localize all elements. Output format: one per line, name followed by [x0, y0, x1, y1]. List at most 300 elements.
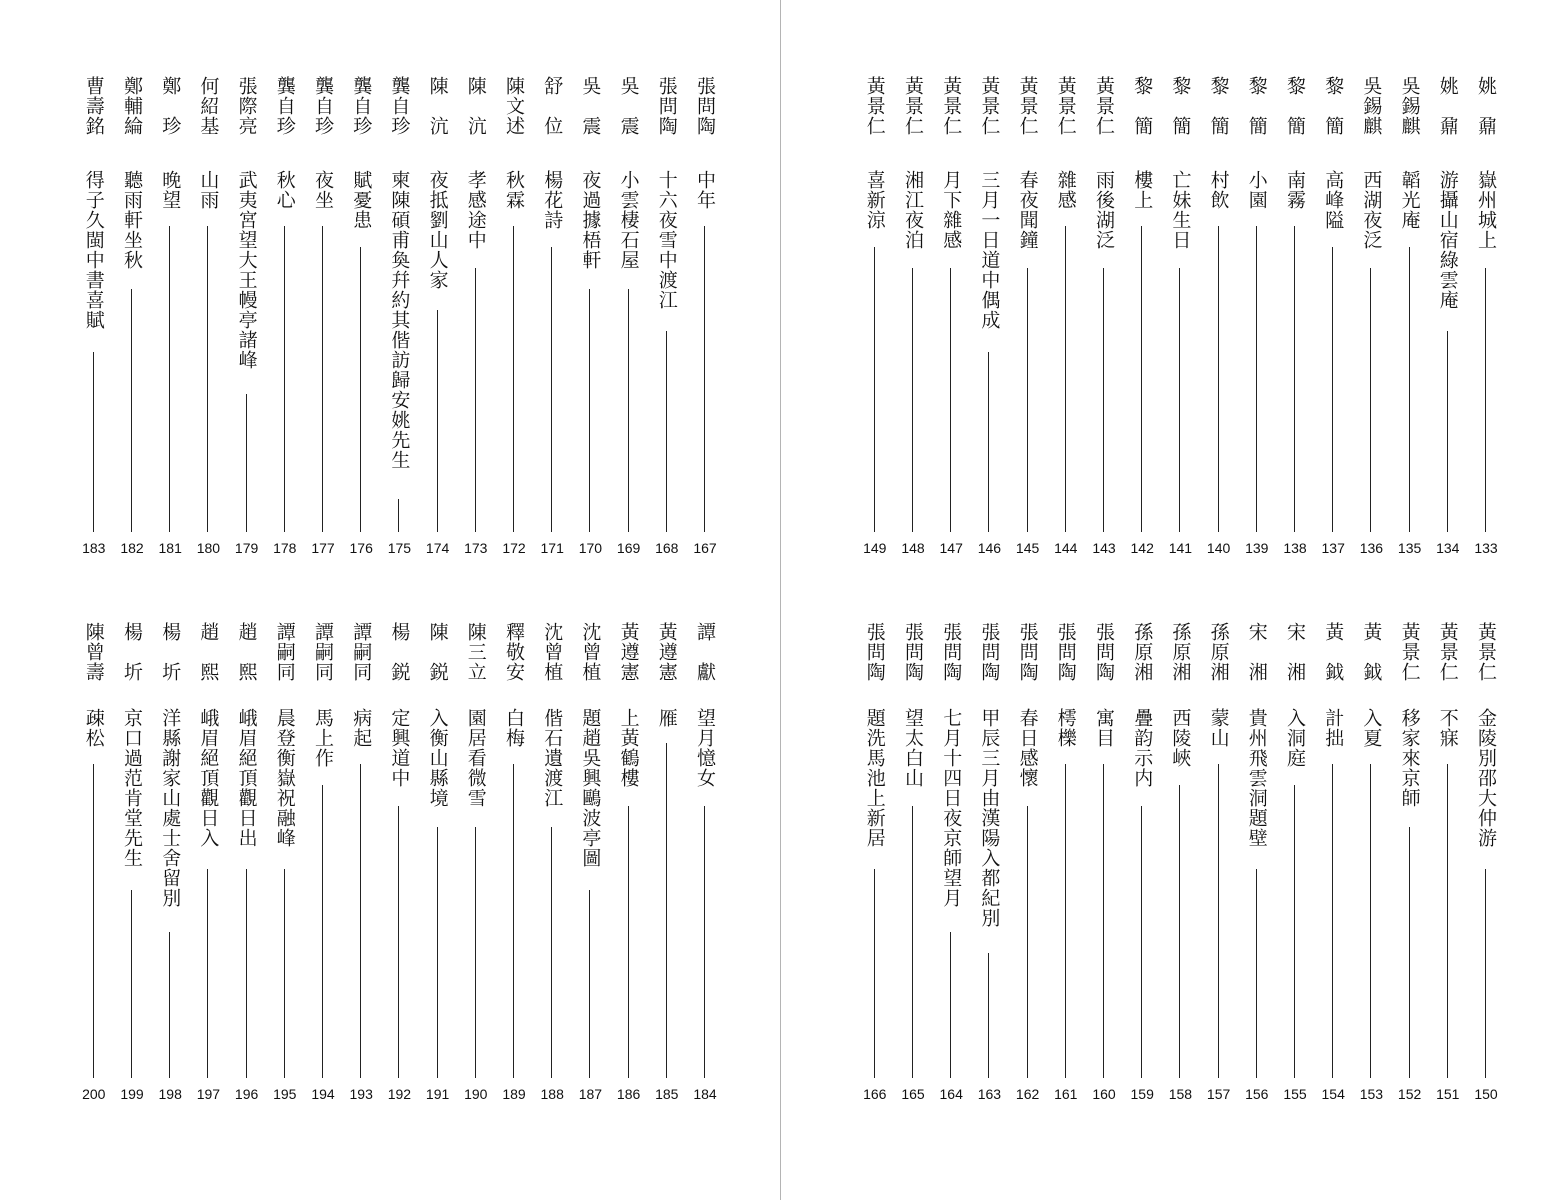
toc-entry[interactable] — [650, 0, 684, 600]
leader-line — [93, 764, 94, 1078]
toc-title: 樗櫟 — [1054, 708, 1077, 748]
page-number: 199 — [120, 1086, 144, 1102]
page-number: 135 — [1397, 540, 1422, 556]
leader-line — [513, 764, 514, 1078]
toc-title: 定興道中 — [388, 708, 411, 788]
toc-author: 張問陶 — [655, 76, 678, 136]
leader-line — [912, 268, 913, 532]
toc-entry[interactable] — [858, 548, 892, 1200]
leader-line — [1294, 785, 1295, 1078]
toc-entry[interactable] — [612, 0, 646, 600]
page-number: 154 — [1321, 1086, 1345, 1102]
toc-entry[interactable] — [612, 548, 646, 1200]
left-bottom-block — [0, 548, 781, 1200]
toc-author: 陳 沆 — [426, 76, 449, 136]
page-number: 170 — [578, 540, 603, 556]
toc-author: 陳曾壽 — [82, 622, 105, 682]
toc-author: 譚嗣同 — [350, 622, 373, 682]
leader-line — [207, 226, 208, 532]
toc-author: 吳錫麒 — [1360, 76, 1383, 136]
leader-line — [169, 932, 170, 1078]
toc-entry[interactable] — [115, 0, 149, 600]
page-number: 174 — [425, 540, 450, 556]
toc-title: 得子久閩中書喜賦 — [82, 170, 105, 330]
toc-author: 黃景仁 — [1016, 76, 1039, 136]
toc-author: 龔自珍 — [312, 76, 334, 136]
toc-author: 張問陶 — [1016, 622, 1039, 682]
page-number: 156 — [1245, 1086, 1269, 1102]
toc-title: 入衡山縣境 — [426, 708, 449, 808]
leader-line — [322, 785, 323, 1078]
toc-title: 京口過范肯堂先生 — [121, 708, 143, 868]
toc-entry[interactable] — [1431, 548, 1465, 1200]
toc-title: 三月一日道中偶成 — [978, 170, 1001, 330]
toc-entry[interactable] — [650, 548, 684, 1200]
toc-author: 吳錫麒 — [1398, 76, 1421, 136]
leader-line — [1141, 226, 1142, 532]
page-number: 168 — [655, 540, 679, 556]
toc-title: 白梅 — [503, 708, 525, 748]
toc-author: 譚嗣同 — [273, 622, 296, 682]
toc-author: 鄭 珍 — [159, 76, 182, 136]
toc-title: 雨後湖泛 — [1093, 170, 1115, 250]
toc-author: 張際亮 — [235, 76, 258, 136]
leader-line — [1065, 226, 1066, 532]
toc-author: 張問陶 — [1054, 622, 1077, 682]
page-number: 147 — [939, 540, 963, 556]
toc-author: 黃遵憲 — [617, 622, 640, 682]
toc-title: 不寐 — [1436, 708, 1459, 748]
toc-title: 山雨 — [197, 170, 220, 210]
toc-title: 夜抵劉山人家 — [426, 170, 449, 290]
page-number: 143 — [1092, 540, 1116, 556]
toc-title: 晨登衡嶽祝融峰 — [273, 708, 296, 848]
leader-line — [1485, 869, 1486, 1078]
toc-entry[interactable] — [1278, 0, 1312, 600]
leader-line — [1370, 764, 1371, 1078]
leader-line — [1179, 268, 1180, 532]
toc-entry[interactable] — [1354, 0, 1388, 600]
leader-line — [628, 289, 629, 532]
page-number: 172 — [502, 540, 526, 556]
toc-title: 上黃鶴樓 — [617, 708, 640, 788]
leader-line — [551, 247, 552, 532]
toc-title: 春日感懷 — [1016, 708, 1039, 788]
toc-entry[interactable] — [1011, 0, 1045, 600]
toc-author: 吳 震 — [579, 76, 602, 136]
leader-line — [874, 869, 875, 1078]
page-number: 200 — [82, 1086, 106, 1102]
toc-title: 孝感途中 — [464, 170, 487, 250]
toc-title: 亡妹生日 — [1169, 170, 1192, 250]
toc-entry[interactable] — [230, 0, 264, 600]
toc-title: 中年 — [694, 170, 716, 210]
toc-author: 釋敬安 — [503, 622, 525, 682]
toc-author: 孫原湘 — [1169, 622, 1192, 682]
toc-entry[interactable] — [972, 548, 1006, 1200]
toc-author: 孫原湘 — [1207, 622, 1230, 682]
leader-line — [950, 932, 951, 1078]
page-number: 197 — [196, 1086, 221, 1102]
toc-title: 疎松 — [82, 708, 105, 748]
toc-entry[interactable] — [972, 0, 1006, 600]
toc-title: 入洞庭 — [1284, 708, 1306, 768]
leader-line — [246, 869, 247, 1078]
leader-line — [1294, 226, 1295, 532]
leader-line — [1332, 764, 1333, 1078]
page-number: 146 — [977, 540, 1002, 556]
toc-entry[interactable] — [1011, 548, 1045, 1200]
toc-title: 喜新涼 — [863, 170, 886, 230]
leader-line — [131, 890, 132, 1078]
page-number: 177 — [311, 540, 335, 556]
leader-line — [1103, 268, 1104, 532]
page-number: 150 — [1474, 1086, 1498, 1102]
leader-line — [950, 268, 951, 532]
toc-entry[interactable] — [497, 0, 531, 600]
right-page — [781, 0, 1562, 1200]
leader-line — [1447, 764, 1448, 1078]
leader-line — [360, 764, 361, 1078]
toc-author: 黃景仁 — [1054, 76, 1077, 136]
toc-entry[interactable] — [688, 548, 722, 1200]
toc-title: 入夏 — [1360, 708, 1383, 748]
toc-entry[interactable] — [1240, 548, 1274, 1200]
leader-line — [475, 827, 476, 1078]
toc-entry[interactable] — [1087, 0, 1121, 600]
toc-author: 姚 鼐 — [1475, 76, 1497, 136]
page-number: 198 — [158, 1086, 182, 1102]
toc-entry[interactable] — [77, 0, 111, 600]
toc-author: 黃 鉞 — [1322, 622, 1345, 682]
toc-entry[interactable] — [1202, 0, 1236, 600]
toc-title: 計拙 — [1322, 708, 1345, 748]
page-number: 165 — [901, 1086, 925, 1102]
toc-entry[interactable] — [191, 548, 225, 1200]
toc-entry[interactable] — [573, 548, 607, 1200]
toc-author: 楊 圻 — [159, 622, 182, 682]
leader-line — [284, 226, 285, 532]
toc-entry[interactable] — [421, 0, 455, 600]
page-number: 178 — [273, 540, 297, 556]
toc-title: 西湖夜泛 — [1360, 170, 1383, 250]
leader-line — [284, 869, 285, 1078]
toc-entry[interactable] — [459, 548, 493, 1200]
toc-author: 黃景仁 — [940, 76, 963, 136]
page-number: 161 — [1054, 1086, 1078, 1102]
leader-line — [874, 247, 875, 532]
toc-author: 吳 震 — [617, 76, 640, 136]
page-number: 180 — [196, 540, 221, 556]
toc-entry[interactable] — [1469, 548, 1503, 1200]
page-number: 149 — [863, 540, 887, 556]
toc-title: 七月十四日夜京師望月 — [940, 708, 963, 908]
toc-author: 沈曾植 — [579, 622, 602, 682]
leader-line — [589, 289, 590, 532]
page-number: 187 — [578, 1086, 603, 1102]
page-number: 152 — [1397, 1086, 1422, 1102]
toc-title: 小園 — [1245, 170, 1268, 210]
toc-title: 月下雜感 — [940, 170, 963, 250]
leader-line — [322, 226, 323, 532]
page-number: 155 — [1283, 1086, 1307, 1102]
leader-line — [912, 806, 913, 1078]
page-number: 134 — [1436, 540, 1460, 556]
toc-author: 陳三立 — [464, 622, 487, 682]
toc-entry[interactable] — [896, 548, 930, 1200]
toc-entry[interactable] — [1125, 548, 1159, 1200]
toc-author: 譚 獻 — [694, 622, 716, 682]
page-number: 148 — [901, 540, 925, 556]
toc-title: 甲辰三月由漢陽入都紀別 — [978, 708, 1001, 928]
toc-entry[interactable] — [1240, 0, 1274, 600]
page-number: 185 — [655, 1086, 679, 1102]
page-number: 186 — [616, 1086, 641, 1102]
page-number: 184 — [693, 1086, 717, 1102]
toc-author: 龔自珍 — [388, 76, 411, 136]
toc-entry[interactable] — [306, 0, 340, 600]
page-number: 163 — [977, 1086, 1002, 1102]
page-number: 139 — [1245, 540, 1269, 556]
toc-entry[interactable] — [459, 0, 493, 600]
toc-title: 南霧 — [1284, 170, 1306, 210]
page-number: 196 — [234, 1086, 259, 1102]
toc-title: 雁 — [655, 708, 678, 728]
toc-author: 黎 簡 — [1169, 76, 1192, 136]
toc-entry[interactable] — [858, 0, 892, 600]
toc-title: 病起 — [350, 708, 373, 748]
page-number: 191 — [425, 1086, 450, 1102]
page-number: 176 — [349, 540, 373, 556]
toc-entry[interactable] — [1125, 0, 1159, 600]
toc-title: 望太白山 — [902, 708, 924, 788]
toc-entry[interactable] — [191, 0, 225, 600]
leader-line — [1409, 827, 1410, 1078]
right-top-block — [781, 0, 1562, 600]
toc-entry[interactable] — [934, 0, 968, 600]
leader-line — [360, 247, 361, 532]
toc-entry[interactable] — [1316, 0, 1350, 600]
leader-line — [1103, 764, 1104, 1078]
toc-author: 譚嗣同 — [312, 622, 334, 682]
toc-author: 黃 鉞 — [1360, 622, 1383, 682]
toc-entry[interactable] — [382, 0, 416, 600]
leader-line — [437, 827, 438, 1078]
toc-title: 游攝山宿綠雲庵 — [1436, 170, 1459, 310]
toc-author: 楊 圻 — [121, 622, 143, 682]
toc-entry[interactable] — [1163, 548, 1197, 1200]
leader-line — [169, 226, 170, 532]
leader-line — [246, 394, 247, 532]
toc-entry[interactable] — [153, 548, 187, 1200]
leader-line — [988, 953, 989, 1078]
toc-title: 寓目 — [1093, 708, 1115, 748]
page-number: 133 — [1474, 540, 1498, 556]
leader-line — [398, 806, 399, 1078]
page-number: 189 — [502, 1086, 526, 1102]
toc-title: 武夷宮望大王幔亭諸峰 — [235, 170, 258, 370]
leader-line — [131, 289, 132, 532]
toc-title: 金陵別邵大仲游 — [1475, 708, 1497, 848]
toc-title: 西陵峽 — [1169, 708, 1192, 768]
toc-entry[interactable] — [344, 548, 378, 1200]
toc-entry[interactable] — [1087, 548, 1121, 1200]
page-number: 144 — [1054, 540, 1078, 556]
toc-entry[interactable] — [896, 0, 930, 600]
page-number: 175 — [387, 540, 412, 556]
page-number: 181 — [158, 540, 182, 556]
page-number: 158 — [1168, 1086, 1193, 1102]
toc-entry[interactable] — [306, 548, 340, 1200]
toc-author: 張問陶 — [902, 622, 924, 682]
toc-title: 洋縣謝家山處士舍留別 — [159, 708, 182, 908]
toc-entry[interactable] — [1393, 0, 1427, 600]
leader-line — [628, 806, 629, 1078]
page-number: 153 — [1359, 1086, 1384, 1102]
toc-author: 龔自珍 — [350, 76, 373, 136]
page-number: 138 — [1283, 540, 1307, 556]
toc-entry[interactable] — [1163, 0, 1197, 600]
leader-line — [988, 352, 989, 532]
toc-entry[interactable] — [230, 548, 264, 1200]
toc-author: 黃景仁 — [1398, 622, 1421, 682]
toc-title: 柬陳碩甫奐幷約其偕訪歸安姚先生 — [388, 170, 411, 470]
toc-author: 黃景仁 — [978, 76, 1001, 136]
leader-line — [1218, 226, 1219, 532]
page-number: 173 — [464, 540, 488, 556]
toc-author: 孫原湘 — [1131, 622, 1154, 682]
toc-entry[interactable] — [77, 548, 111, 1200]
page-number: 159 — [1130, 1086, 1154, 1102]
page-number: 145 — [1015, 540, 1040, 556]
toc-entry[interactable] — [115, 548, 149, 1200]
toc-entry[interactable] — [1393, 548, 1427, 1200]
toc-entry[interactable] — [344, 0, 378, 600]
toc-author: 黎 簡 — [1245, 76, 1268, 136]
toc-author: 黎 簡 — [1284, 76, 1306, 136]
leader-line — [513, 226, 514, 532]
leader-line — [1027, 806, 1028, 1078]
toc-title: 高峰隘 — [1322, 170, 1345, 230]
page-number: 179 — [234, 540, 259, 556]
toc-entry[interactable] — [934, 548, 968, 1200]
page-number: 137 — [1321, 540, 1345, 556]
toc-author: 黃景仁 — [863, 76, 886, 136]
toc-title: 疊韵示内 — [1131, 708, 1154, 788]
toc-title: 韜光庵 — [1398, 170, 1421, 230]
toc-title: 村飲 — [1207, 170, 1230, 210]
toc-entry[interactable] — [535, 0, 569, 600]
leader-line — [1141, 806, 1142, 1078]
toc-author: 趙 熙 — [197, 622, 220, 682]
leader-line — [1332, 247, 1333, 532]
toc-author: 鄭輔綸 — [121, 76, 143, 136]
page-number: 194 — [311, 1086, 335, 1102]
toc-author: 張問陶 — [978, 622, 1001, 682]
page-number: 169 — [616, 540, 641, 556]
toc-author: 黃景仁 — [1475, 622, 1497, 682]
toc-author: 舒 位 — [541, 76, 564, 136]
page-number: 166 — [863, 1086, 887, 1102]
toc-title: 小雲棲石屋 — [617, 170, 640, 270]
toc-author: 黎 簡 — [1207, 76, 1230, 136]
toc-title: 望月憶女 — [694, 708, 716, 788]
page-number: 136 — [1359, 540, 1384, 556]
toc-title: 移家來京師 — [1398, 708, 1421, 808]
toc-author: 趙 熙 — [235, 622, 258, 682]
toc-entry[interactable] — [421, 548, 455, 1200]
toc-title: 十六夜雪中渡江 — [655, 170, 678, 310]
page-number: 183 — [82, 540, 106, 556]
toc-author: 黃景仁 — [902, 76, 924, 136]
toc-author: 宋 湘 — [1284, 622, 1306, 682]
toc-entry[interactable] — [688, 0, 722, 600]
toc-author: 張問陶 — [1093, 622, 1115, 682]
toc-entry[interactable] — [1278, 548, 1312, 1200]
page-number: 188 — [540, 1086, 564, 1102]
toc-entry[interactable] — [497, 548, 531, 1200]
toc-entry[interactable] — [573, 0, 607, 600]
leader-line — [1370, 268, 1371, 532]
toc-title: 春夜聞鐘 — [1016, 170, 1039, 250]
page-number: 190 — [464, 1086, 488, 1102]
leader-line — [1256, 869, 1257, 1078]
toc-author: 楊 鋭 — [388, 622, 411, 682]
toc-author: 沈曾植 — [541, 622, 564, 682]
toc-title: 峨眉絕頂觀日出 — [235, 708, 258, 848]
toc-author: 黎 簡 — [1322, 76, 1345, 136]
leader-line — [704, 226, 705, 532]
toc-author: 何紹基 — [197, 76, 220, 136]
toc-author: 陳文述 — [503, 76, 525, 136]
page-number: 182 — [120, 540, 144, 556]
toc-entry[interactable] — [1049, 0, 1083, 600]
toc-entry[interactable] — [1316, 548, 1350, 1200]
toc-author: 黃景仁 — [1436, 622, 1459, 682]
toc-entry[interactable] — [268, 0, 302, 600]
toc-entry[interactable] — [1431, 0, 1465, 600]
toc-entry[interactable] — [153, 0, 187, 600]
toc-title: 聽雨軒坐秋 — [121, 170, 143, 270]
toc-entry[interactable] — [1049, 548, 1083, 1200]
toc-entry[interactable] — [1469, 0, 1503, 600]
toc-author: 張問陶 — [940, 622, 963, 682]
toc-author: 陳 沆 — [464, 76, 487, 136]
left-top-block — [0, 0, 781, 600]
leader-line — [666, 331, 667, 532]
page-number: 142 — [1130, 540, 1154, 556]
toc-entry[interactable] — [268, 548, 302, 1200]
right-bottom-block — [781, 548, 1562, 1200]
page-number: 193 — [349, 1086, 373, 1102]
toc-title: 湘江夜泊 — [902, 170, 924, 250]
page-number: 151 — [1436, 1086, 1460, 1102]
toc-title: 題洗馬池上新居 — [863, 708, 886, 848]
toc-entry[interactable] — [1354, 548, 1388, 1200]
toc-author: 龔自珍 — [273, 76, 296, 136]
leader-line — [437, 310, 438, 532]
leader-line — [666, 743, 667, 1078]
toc-title: 夜坐 — [312, 170, 334, 210]
leader-line — [551, 827, 552, 1078]
toc-entry[interactable] — [1202, 548, 1236, 1200]
toc-entry[interactable] — [382, 548, 416, 1200]
toc-title: 秋霖 — [503, 170, 525, 210]
toc-entry[interactable] — [535, 548, 569, 1200]
toc-title: 貴州飛雲洞題壁 — [1245, 708, 1268, 848]
toc-title: 園居看微雪 — [464, 708, 487, 808]
toc-title: 峨眉絕頂觀日入 — [197, 708, 220, 848]
